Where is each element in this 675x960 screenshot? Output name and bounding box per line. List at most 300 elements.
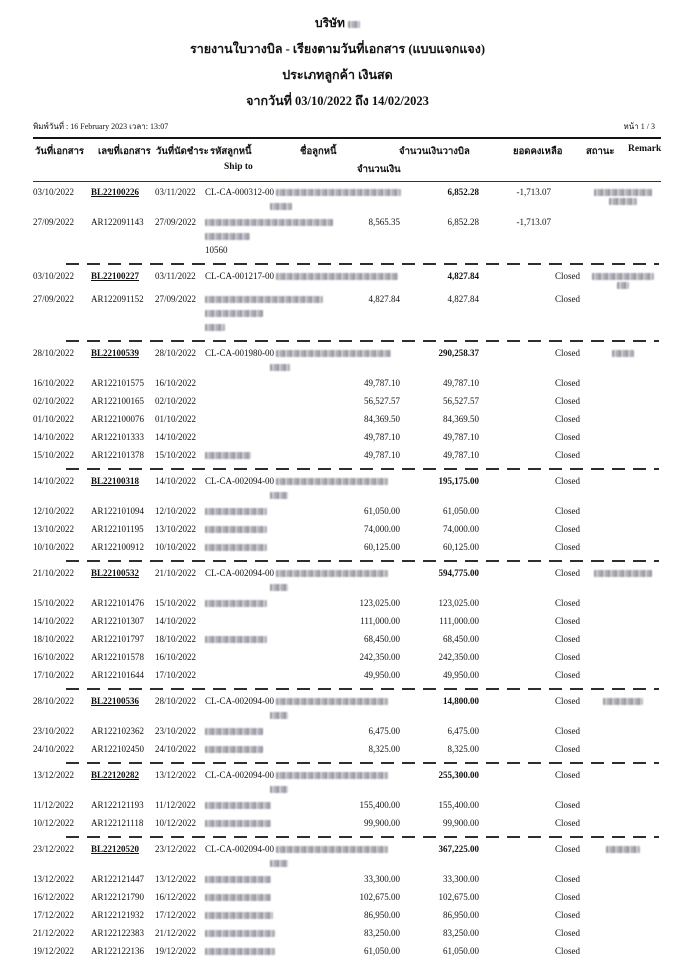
remark-cell bbox=[591, 800, 655, 811]
amount-cell: 86,950.00 bbox=[364, 910, 400, 920]
due-date-cell: 27/09/2022 bbox=[155, 217, 197, 227]
customer-name-redacted bbox=[205, 948, 275, 955]
customer-name-line bbox=[270, 490, 350, 501]
due-date-cell: 15/10/2022 bbox=[155, 450, 197, 460]
doc-date-cell: 02/10/2022 bbox=[33, 396, 75, 406]
remark-cell bbox=[591, 396, 655, 407]
balance-cell bbox=[479, 378, 551, 389]
billing-row bbox=[33, 476, 675, 501]
customer-detail-cell bbox=[205, 844, 350, 869]
customer-name-redacted bbox=[276, 698, 388, 705]
company-prefix: บริษัท bbox=[315, 16, 345, 30]
billing-amount-cell: 155,400.00 bbox=[438, 800, 479, 810]
customer-detail-cell bbox=[205, 928, 350, 939]
doc-no-cell: AR122122136 bbox=[91, 946, 145, 956]
doc-date-cell: 16/12/2022 bbox=[33, 892, 75, 902]
balance-cell bbox=[479, 744, 551, 755]
doc-date-cell: 13/12/2022 bbox=[33, 874, 75, 884]
doc-date-cell: 11/12/2022 bbox=[33, 800, 74, 810]
amount-cell: 49,950.00 bbox=[364, 670, 400, 680]
customer-detail-cell bbox=[205, 187, 350, 212]
doc-date-cell: 14/10/2022 bbox=[33, 432, 75, 442]
balance-cell bbox=[479, 892, 551, 903]
remark-cell bbox=[591, 378, 655, 389]
status-cell: Closed bbox=[555, 892, 581, 902]
balance-cell bbox=[479, 616, 551, 627]
customer-name-redacted bbox=[205, 526, 267, 533]
due-date-cell: 27/09/2022 bbox=[155, 294, 197, 304]
customer-name-redacted bbox=[205, 219, 333, 226]
billing-amount-cell: 68,450.00 bbox=[443, 634, 479, 644]
doc-no-link[interactable]: BL22120520 bbox=[91, 844, 140, 854]
due-date-cell: 10/10/2022 bbox=[155, 542, 197, 552]
billing-row bbox=[33, 568, 675, 593]
doc-no-cell: AR122121932 bbox=[91, 910, 145, 920]
invoice-row bbox=[33, 892, 675, 903]
status-cell: Closed bbox=[555, 378, 581, 388]
doc-no-cell: AR122102362 bbox=[91, 726, 145, 736]
due-date-cell: 28/10/2022 bbox=[155, 696, 197, 706]
status-cell: Closed bbox=[555, 874, 581, 884]
billing-amount-cell: 367,225.00 bbox=[438, 844, 479, 854]
balance-cell bbox=[479, 726, 551, 737]
status-cell: Closed bbox=[555, 652, 581, 662]
invoice-row bbox=[33, 524, 675, 535]
doc-no-cell: AR122121193 bbox=[91, 800, 144, 810]
balance-cell bbox=[479, 818, 551, 829]
remark-cell bbox=[591, 450, 655, 461]
status-cell bbox=[551, 187, 591, 212]
group-separator bbox=[66, 560, 659, 562]
customer-detail-cell bbox=[205, 726, 350, 737]
customer-name-redacted bbox=[276, 350, 391, 357]
invoice-row bbox=[33, 616, 675, 627]
balance-cell bbox=[479, 770, 551, 795]
invoice-row bbox=[33, 946, 675, 957]
billing-row bbox=[33, 844, 675, 869]
due-date-cell: 17/12/2022 bbox=[155, 910, 197, 920]
col-doc-date: วันที่เอกสาร bbox=[35, 147, 85, 157]
customer-detail-cell bbox=[205, 450, 350, 461]
due-date-cell: 01/10/2022 bbox=[155, 414, 197, 424]
doc-no-cell: AR122101195 bbox=[91, 524, 144, 534]
balance-cell bbox=[479, 524, 551, 535]
due-date-cell: 15/10/2022 bbox=[155, 598, 197, 608]
due-date-cell: 17/10/2022 bbox=[155, 670, 197, 680]
group-separator bbox=[66, 836, 659, 838]
amount-cell: 49,787.10 bbox=[364, 450, 400, 460]
invoice-row bbox=[33, 744, 675, 755]
customer-name-redacted bbox=[205, 233, 250, 240]
doc-date-cell: 21/12/2022 bbox=[33, 928, 75, 938]
due-date-cell: 14/10/2022 bbox=[155, 616, 197, 626]
amount-cell: 84,369.50 bbox=[364, 414, 400, 424]
invoice-row bbox=[33, 800, 675, 811]
remark-redacted bbox=[594, 570, 652, 577]
customer-detail-cell bbox=[205, 818, 350, 829]
due-date-cell: 03/11/2022 bbox=[155, 187, 196, 197]
balance-cell: -1,713.07 bbox=[516, 217, 551, 227]
customer-detail-cell bbox=[205, 542, 350, 553]
doc-no-link[interactable]: BL22100536 bbox=[91, 696, 140, 706]
balance-cell: -1,713.07 bbox=[516, 187, 551, 197]
status-cell bbox=[551, 217, 591, 256]
balance-cell bbox=[479, 652, 551, 663]
balance-cell bbox=[479, 928, 551, 939]
doc-date-cell: 19/12/2022 bbox=[33, 946, 75, 956]
remark-cell bbox=[591, 414, 655, 425]
balance-cell bbox=[479, 910, 551, 921]
remark-redacted bbox=[603, 698, 643, 705]
status-cell: Closed bbox=[555, 348, 581, 358]
group-separator bbox=[66, 263, 659, 265]
amount-cell: 242,350.00 bbox=[359, 652, 400, 662]
status-cell: Closed bbox=[555, 414, 581, 424]
due-date-cell: 10/12/2022 bbox=[155, 818, 197, 828]
billing-amount-cell: 6,852.28 bbox=[447, 187, 479, 197]
customer-code-cell: CL-CA-000312-00 bbox=[205, 187, 277, 197]
report-title: รายงานใบวางบิล - เรียงตามวันที่เอกสาร (แบบแจกแจง) bbox=[189, 42, 486, 56]
status-cell: Closed bbox=[555, 910, 581, 920]
customer-name-redacted bbox=[276, 189, 401, 196]
balance-cell bbox=[479, 294, 551, 333]
remark-cell bbox=[591, 652, 655, 663]
customer-name-redacted bbox=[205, 324, 225, 331]
customer-detail-cell bbox=[205, 217, 350, 256]
remark-cell bbox=[591, 770, 655, 795]
customer-name-redacted bbox=[205, 820, 271, 827]
customer-name-redacted bbox=[205, 912, 273, 919]
invoice-row bbox=[33, 450, 675, 461]
customer-code-cell: CL-CA-002094-00 bbox=[205, 696, 277, 706]
col-remark: Remark bbox=[628, 144, 662, 154]
billing-amount-cell: 594,775.00 bbox=[438, 568, 479, 578]
billing-row bbox=[33, 271, 675, 289]
col-customer-code: รหัสลูกหนี้ bbox=[210, 147, 252, 157]
billing-amount-cell: 61,050.00 bbox=[443, 946, 479, 956]
due-date-cell: 21/10/2022 bbox=[155, 568, 197, 578]
doc-date-cell: 13/10/2022 bbox=[33, 524, 75, 534]
customer-name-redacted bbox=[205, 544, 267, 551]
customer-name-redacted bbox=[205, 600, 267, 607]
customer-type-line: ประเภทลูกค้า เงินสด bbox=[282, 68, 393, 82]
amount-cell: 123,025.00 bbox=[359, 598, 400, 608]
amount-cell: 68,450.00 bbox=[364, 634, 400, 644]
due-date-cell: 19/12/2022 bbox=[155, 946, 197, 956]
header-rule-thick bbox=[33, 137, 661, 139]
customer-name-redacted bbox=[276, 846, 388, 853]
status-cell: Closed bbox=[555, 744, 581, 754]
amount-cell: 49,787.10 bbox=[364, 432, 400, 442]
invoice-row bbox=[33, 506, 675, 517]
remark-cell bbox=[591, 348, 655, 373]
balance-cell bbox=[479, 348, 551, 373]
billing-row bbox=[33, 770, 675, 795]
remark-redacted bbox=[612, 350, 634, 357]
billing-amount-cell: 74,000.00 bbox=[443, 524, 479, 534]
remark-cell bbox=[591, 892, 655, 903]
balance-cell bbox=[479, 696, 551, 721]
customer-name-redacted bbox=[270, 860, 288, 867]
customer-detail-cell bbox=[205, 348, 350, 373]
invoice-row bbox=[33, 874, 675, 885]
billing-amount-cell: 255,300.00 bbox=[438, 770, 479, 780]
customer-detail-cell bbox=[205, 476, 350, 501]
balance-cell bbox=[479, 800, 551, 811]
amount-cell: 83,250.00 bbox=[364, 928, 400, 938]
status-cell: Closed bbox=[555, 670, 581, 680]
due-date-cell: 13/12/2022 bbox=[155, 770, 197, 780]
remark-cell bbox=[591, 294, 655, 333]
due-date-cell: 13/10/2022 bbox=[155, 524, 197, 534]
due-date-cell: 21/12/2022 bbox=[155, 928, 197, 938]
customer-detail-cell bbox=[205, 892, 350, 903]
doc-no-cell: AR122101307 bbox=[91, 616, 145, 626]
balance-cell bbox=[479, 542, 551, 553]
customer-detail-cell bbox=[205, 670, 350, 681]
doc-date-cell: 24/10/2022 bbox=[33, 744, 75, 754]
customer-name-redacted bbox=[270, 786, 288, 793]
amount-cell: 155,400.00 bbox=[359, 800, 400, 810]
doc-no-cell: AR122121790 bbox=[91, 892, 145, 902]
customer-detail-cell bbox=[205, 910, 350, 921]
customer-detail-cell bbox=[205, 524, 350, 535]
remark-cell bbox=[591, 524, 655, 535]
due-date-cell: 24/10/2022 bbox=[155, 744, 197, 754]
due-date-cell: 03/11/2022 bbox=[155, 271, 196, 281]
amount-cell: 74,000.00 bbox=[364, 524, 400, 534]
due-date-cell: 13/12/2022 bbox=[155, 874, 197, 884]
billing-amount-cell: 8,325.00 bbox=[447, 744, 479, 754]
balance-cell bbox=[479, 598, 551, 609]
col-amount: จำนวนเงิน bbox=[357, 165, 401, 175]
invoice-row bbox=[33, 652, 675, 663]
doc-date-cell: 27/09/2022 bbox=[33, 294, 75, 304]
page-number: หน้า 1 / 3 bbox=[623, 122, 655, 131]
amount-cell: 102,675.00 bbox=[359, 892, 400, 902]
billing-amount-cell: 83,250.00 bbox=[443, 928, 479, 938]
amount-cell: 33,300.00 bbox=[364, 874, 400, 884]
remark-cell bbox=[591, 432, 655, 443]
customer-detail-cell bbox=[205, 414, 350, 425]
doc-date-cell: 23/12/2022 bbox=[33, 844, 75, 854]
customer-detail-cell bbox=[205, 616, 350, 627]
customer-detail-cell bbox=[205, 294, 350, 333]
doc-no-cell: AR122122383 bbox=[91, 928, 145, 938]
remark-cell bbox=[591, 670, 655, 681]
invoice-row bbox=[33, 432, 675, 443]
billing-amount-cell: 56,527.57 bbox=[443, 396, 479, 406]
doc-no-cell: AR122101333 bbox=[91, 432, 145, 442]
amount-cell: 8,325.00 bbox=[368, 744, 400, 754]
invoice-row bbox=[33, 910, 675, 921]
amount-cell: 8,565.35 bbox=[368, 217, 400, 227]
customer-detail-cell bbox=[205, 946, 350, 957]
due-date-cell: 14/10/2022 bbox=[155, 476, 197, 486]
billing-amount-cell: 242,350.00 bbox=[438, 652, 479, 662]
remark-cell bbox=[591, 634, 655, 645]
doc-date-cell: 16/10/2022 bbox=[33, 652, 75, 662]
customer-detail-cell bbox=[205, 634, 350, 645]
customer-name-redacted bbox=[205, 296, 323, 303]
billing-row bbox=[33, 187, 675, 212]
doc-date-cell: 13/12/2022 bbox=[33, 770, 75, 780]
doc-date-cell: 17/12/2022 bbox=[33, 910, 75, 920]
col-billing-amount: จำนวนเงินวางบิล bbox=[399, 147, 470, 157]
customer-name-line bbox=[270, 858, 350, 869]
doc-no-link[interactable]: BL22100532 bbox=[91, 568, 140, 578]
doc-no-link[interactable]: BL22100226 bbox=[91, 187, 140, 197]
billing-row bbox=[33, 696, 675, 721]
customer-detail-cell bbox=[205, 744, 350, 755]
doc-no-cell: AR122102450 bbox=[91, 744, 145, 754]
remark-redacted bbox=[606, 846, 640, 853]
customer-name-line bbox=[270, 362, 350, 373]
remark-redacted bbox=[609, 198, 637, 205]
billing-amount-cell: 6,475.00 bbox=[447, 726, 479, 736]
remark-cell bbox=[591, 744, 655, 755]
doc-date-cell: 23/10/2022 bbox=[33, 726, 75, 736]
customer-name-redacted bbox=[205, 508, 267, 515]
billing-amount-cell: 86,950.00 bbox=[443, 910, 479, 920]
status-cell: Closed bbox=[555, 844, 581, 854]
doc-date-cell: 16/10/2022 bbox=[33, 378, 75, 388]
billing-amount-cell: 14,800.00 bbox=[443, 696, 479, 706]
company-name-redacted bbox=[348, 21, 360, 28]
invoice-row bbox=[33, 414, 675, 425]
doc-no-link[interactable]: BL22100227 bbox=[91, 271, 140, 281]
remark-cell bbox=[591, 910, 655, 921]
doc-no-cell: AR122101378 bbox=[91, 450, 145, 460]
invoice-row bbox=[33, 294, 675, 333]
customer-code-cell: CL-CA-002094-00 bbox=[205, 844, 277, 854]
amount-cell: 49,787.10 bbox=[364, 378, 400, 388]
billing-amount-cell: 61,050.00 bbox=[443, 506, 479, 516]
amount-cell: 4,827.84 bbox=[368, 294, 400, 304]
customer-name-line bbox=[270, 784, 350, 795]
customer-detail-cell bbox=[205, 800, 350, 811]
customer-name-redacted bbox=[205, 876, 271, 883]
billing-amount-cell: 290,258.37 bbox=[438, 348, 479, 358]
customer-detail-cell bbox=[205, 568, 350, 593]
billing-amount-cell: 84,369.50 bbox=[443, 414, 479, 424]
customer-detail-cell bbox=[205, 652, 350, 663]
status-cell: Closed bbox=[555, 616, 581, 626]
customer-name-line bbox=[270, 201, 350, 212]
balance-cell bbox=[479, 414, 551, 425]
customer-name-redacted bbox=[205, 310, 263, 317]
invoice-row bbox=[33, 217, 675, 256]
doc-date-cell: 01/10/2022 bbox=[33, 414, 75, 424]
customer-detail-cell bbox=[205, 432, 350, 443]
doc-no-link[interactable]: BL22100318 bbox=[91, 476, 140, 486]
doc-no-cell: AR122101575 bbox=[91, 378, 145, 388]
doc-no-cell: AR122121447 bbox=[91, 874, 145, 884]
customer-name-redacted bbox=[270, 492, 288, 499]
status-cell: Closed bbox=[555, 770, 581, 780]
invoice-row bbox=[33, 598, 675, 609]
amount-cell: 99,900.00 bbox=[364, 818, 400, 828]
status-cell: Closed bbox=[555, 946, 581, 956]
status-cell: Closed bbox=[555, 542, 581, 552]
doc-no-link[interactable]: BL22120282 bbox=[91, 770, 140, 780]
doc-no-cell: AR122101578 bbox=[91, 652, 145, 662]
balance-cell bbox=[479, 476, 551, 501]
col-status: สถานะ bbox=[586, 147, 615, 157]
remark-redacted bbox=[592, 273, 654, 280]
col-due-date: วันที่นัดชำระ bbox=[156, 147, 209, 157]
doc-date-cell: 21/10/2022 bbox=[33, 568, 75, 578]
doc-date-cell: 12/10/2022 bbox=[33, 506, 75, 516]
status-cell: Closed bbox=[555, 696, 581, 706]
balance-cell bbox=[479, 568, 551, 593]
remark-cell bbox=[591, 187, 655, 212]
status-cell: Closed bbox=[555, 476, 581, 486]
balance-cell bbox=[479, 634, 551, 645]
status-cell: Closed bbox=[555, 294, 581, 304]
doc-date-cell: 15/10/2022 bbox=[33, 450, 75, 460]
billing-amount-cell: 195,175.00 bbox=[438, 476, 479, 486]
doc-no-cell: AR122091152 bbox=[91, 294, 144, 304]
customer-name-redacted bbox=[276, 478, 388, 485]
printed-date: พิมพ์วันที่ : 16 February 2023 เวลา: 13:07 bbox=[33, 122, 169, 131]
doc-no-cell: AR122101797 bbox=[91, 634, 145, 644]
billing-amount-cell: 123,025.00 bbox=[438, 598, 479, 608]
customer-code-cell: CL-CA-001980-00 bbox=[205, 348, 277, 358]
doc-no-cell: AR122121118 bbox=[91, 818, 144, 828]
invoice-row bbox=[33, 670, 675, 681]
doc-no-cell: AR122101644 bbox=[91, 670, 145, 680]
invoice-row bbox=[33, 726, 675, 737]
invoice-row bbox=[33, 378, 675, 389]
amount-cell: 61,050.00 bbox=[364, 506, 400, 516]
billing-amount-cell: 99,900.00 bbox=[443, 818, 479, 828]
remark-cell bbox=[591, 271, 655, 289]
doc-date-cell: 10/12/2022 bbox=[33, 818, 75, 828]
doc-no-link[interactable]: BL22100539 bbox=[91, 348, 140, 358]
doc-date-cell: 28/10/2022 bbox=[33, 696, 75, 706]
invoice-row bbox=[33, 634, 675, 645]
billing-row bbox=[33, 348, 675, 373]
invoice-row bbox=[33, 928, 675, 939]
remark-cell bbox=[591, 818, 655, 829]
customer-name-redacted bbox=[205, 802, 271, 809]
doc-date-cell: 18/10/2022 bbox=[33, 634, 75, 644]
doc-no-cell: AR122101094 bbox=[91, 506, 145, 516]
table-header bbox=[0, 141, 675, 179]
customer-name-line bbox=[205, 308, 350, 319]
customer-detail-cell bbox=[205, 874, 350, 885]
due-date-cell: 16/10/2022 bbox=[155, 378, 197, 388]
status-cell: Closed bbox=[555, 524, 581, 534]
col-doc-no: เลขที่เอกสาร bbox=[98, 147, 151, 157]
doc-date-cell: 14/10/2022 bbox=[33, 476, 75, 486]
date-range-line: จากวันที่ 03/10/2022 ถึง 14/02/2023 bbox=[246, 94, 429, 108]
amount-cell: 61,050.00 bbox=[364, 946, 400, 956]
due-date-cell: 16/10/2022 bbox=[155, 652, 197, 662]
remark-cell bbox=[591, 506, 655, 517]
customer-name-redacted bbox=[205, 894, 271, 901]
customer-name-redacted bbox=[276, 570, 388, 577]
group-separator bbox=[66, 468, 659, 470]
customer-detail-cell bbox=[205, 598, 350, 609]
group-separator bbox=[66, 688, 659, 690]
customer-name-redacted bbox=[270, 203, 292, 210]
due-date-cell: 02/10/2022 bbox=[155, 396, 197, 406]
customer-name-redacted bbox=[205, 636, 267, 643]
remark-cell bbox=[591, 598, 655, 609]
group-separator bbox=[66, 762, 659, 764]
